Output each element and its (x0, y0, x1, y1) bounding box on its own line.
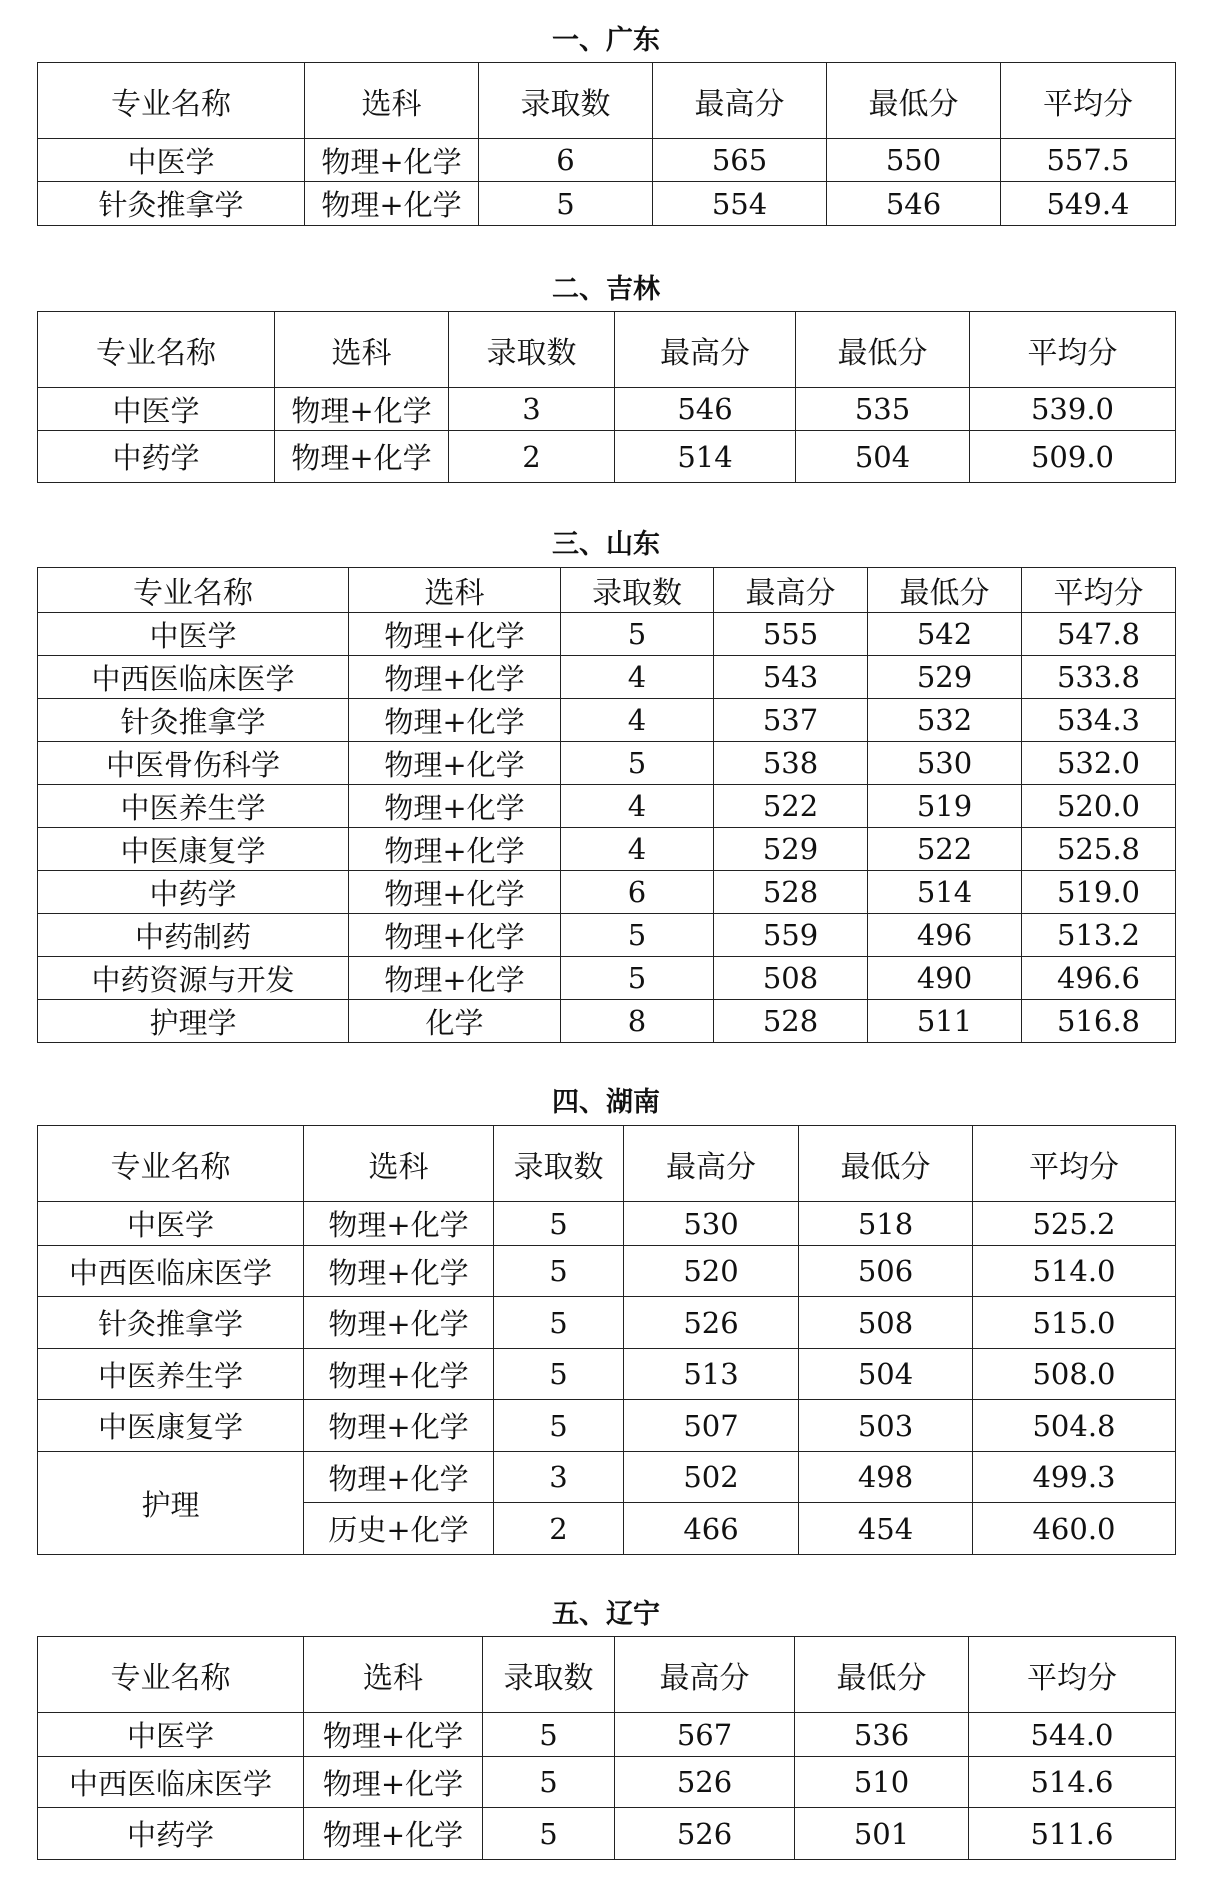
cell-major: 中医学 (38, 613, 349, 656)
cell-subjects: 物理+化学 (304, 1297, 494, 1349)
cell-min-score: 501 (795, 1808, 969, 1860)
cell-subjects: 物理+化学 (349, 871, 561, 914)
table-row (38, 1757, 1176, 1808)
cell-major: 中医学 (38, 1713, 304, 1757)
cell-min-score: 542 (868, 613, 1022, 656)
cell-major: 中医骨伤科学 (38, 742, 349, 785)
cell-admitted: 5 (561, 613, 714, 656)
cell-min-score: 490 (868, 957, 1022, 1000)
cell-min-score: 503 (799, 1400, 973, 1452)
cell-max-score: 567 (615, 1713, 795, 1757)
cell-major: 中医康复学 (38, 1400, 304, 1452)
cell-min-score: 532 (868, 699, 1022, 742)
cell-major: 中药制药 (38, 914, 349, 957)
header-subjects: 选科 (304, 1126, 494, 1202)
cell-admitted: 5 (494, 1246, 624, 1297)
cell-max-score: 530 (624, 1202, 799, 1246)
table-header-row (38, 1126, 1176, 1202)
cell-max-score: 507 (624, 1400, 799, 1452)
cell-subjects: 物理+化学 (304, 1713, 483, 1757)
cell-avg-score: 514.0 (973, 1246, 1176, 1297)
cell-major: 中医学 (38, 1202, 304, 1246)
table-row (38, 139, 1176, 182)
cell-max-score: 513 (624, 1349, 799, 1400)
cell-admitted: 5 (561, 742, 714, 785)
cell-subjects: 化学 (349, 1000, 561, 1043)
cell-avg-score: 544.0 (969, 1713, 1176, 1757)
cell-subjects: 物理+化学 (349, 742, 561, 785)
cell-min-score: 504 (796, 431, 970, 483)
cell-max-score: 528 (714, 871, 868, 914)
cell-admitted: 4 (561, 699, 714, 742)
cell-major: 中医学 (38, 388, 275, 431)
cell-min-score: 536 (795, 1713, 969, 1757)
header-subjects: 选科 (305, 63, 479, 139)
cell-max-score: 559 (714, 914, 868, 957)
cell-subjects: 物理+化学 (349, 785, 561, 828)
header-avg-score: 平均分 (1001, 63, 1176, 139)
section-title-liaoning: 五、辽宁 (552, 1599, 660, 1630)
header-major: 专业名称 (38, 63, 305, 139)
header-major: 专业名称 (38, 312, 275, 388)
cell-admitted: 2 (449, 431, 615, 483)
cell-min-score: 514 (868, 871, 1022, 914)
section-title-guangdong: 一、广东 (552, 25, 660, 56)
cell-major: 针灸推拿学 (38, 699, 349, 742)
section-title-shandong: 三、山东 (552, 529, 660, 560)
header-admitted: 录取数 (494, 1126, 624, 1202)
section-title-hunan: 四、湖南 (552, 1087, 660, 1118)
cell-avg-score: 516.8 (1022, 1000, 1176, 1043)
table-liaoning (37, 1636, 1176, 1860)
table-row (38, 742, 1176, 785)
cell-avg-score: 511.6 (969, 1808, 1176, 1860)
cell-subjects: 物理+化学 (304, 1452, 494, 1503)
table-row (38, 656, 1176, 699)
table-row (38, 828, 1176, 871)
table-row (38, 1000, 1176, 1043)
cell-avg-score: 460.0 (973, 1503, 1176, 1555)
cell-max-score: 529 (714, 828, 868, 871)
cell-avg-score: 539.0 (970, 388, 1176, 431)
table-row (38, 1349, 1176, 1400)
cell-subjects: 物理+化学 (349, 656, 561, 699)
header-max-score: 最高分 (624, 1126, 799, 1202)
table-row (38, 1452, 1176, 1503)
cell-admitted: 5 (494, 1349, 624, 1400)
cell-max-score: 543 (714, 656, 868, 699)
table-row (38, 1400, 1176, 1452)
cell-max-score: 554 (653, 182, 827, 226)
table-shandong (37, 567, 1176, 1043)
cell-avg-score: 499.3 (973, 1452, 1176, 1503)
cell-min-score: 504 (799, 1349, 973, 1400)
cell-avg-score: 532.0 (1022, 742, 1176, 785)
header-min-score: 最低分 (827, 63, 1001, 139)
table-row (38, 613, 1176, 656)
cell-subjects: 物理+化学 (349, 828, 561, 871)
cell-max-score: 514 (615, 431, 796, 483)
header-max-score: 最高分 (653, 63, 827, 139)
cell-max-score: 546 (615, 388, 796, 431)
cell-admitted: 6 (561, 871, 714, 914)
header-avg-score: 平均分 (969, 1637, 1176, 1713)
cell-admitted: 5 (494, 1202, 624, 1246)
cell-avg-score: 547.8 (1022, 613, 1176, 656)
header-avg-score: 平均分 (973, 1126, 1176, 1202)
cell-admitted: 2 (494, 1503, 624, 1555)
table-guangdong (37, 62, 1176, 226)
cell-subjects: 物理+化学 (304, 1246, 494, 1297)
cell-max-score: 526 (615, 1757, 795, 1808)
cell-subjects: 物理+化学 (305, 182, 479, 226)
cell-avg-score: 534.3 (1022, 699, 1176, 742)
cell-admitted: 5 (494, 1297, 624, 1349)
header-subjects: 选科 (304, 1637, 483, 1713)
cell-admitted: 5 (479, 182, 653, 226)
cell-min-score: 496 (868, 914, 1022, 957)
cell-major: 中西医临床医学 (38, 656, 349, 699)
cell-admitted: 4 (561, 828, 714, 871)
cell-min-score: 498 (799, 1452, 973, 1503)
cell-major: 中医康复学 (38, 828, 349, 871)
cell-admitted: 6 (479, 139, 653, 182)
cell-avg-score: 504.8 (973, 1400, 1176, 1452)
table-row (38, 388, 1176, 431)
table-jilin (37, 311, 1176, 483)
cell-max-score: 555 (714, 613, 868, 656)
cell-major: 中药学 (38, 431, 275, 483)
table-row (38, 1808, 1176, 1860)
table-row (38, 699, 1176, 742)
header-subjects: 选科 (275, 312, 449, 388)
table-row (38, 914, 1176, 957)
cell-max-score: 528 (714, 1000, 868, 1043)
cell-subjects: 物理+化学 (304, 1202, 494, 1246)
table-row (38, 1297, 1176, 1349)
header-max-score: 最高分 (615, 312, 796, 388)
cell-major: 中西医临床医学 (38, 1246, 304, 1297)
cell-min-score: 510 (795, 1757, 969, 1808)
header-major: 专业名称 (38, 1126, 304, 1202)
cell-major: 中医学 (38, 139, 305, 182)
table-row (38, 431, 1176, 483)
cell-avg-score: 508.0 (973, 1349, 1176, 1400)
cell-major: 中医养生学 (38, 1349, 304, 1400)
cell-avg-score: 549.4 (1001, 182, 1176, 226)
header-avg-score: 平均分 (970, 312, 1176, 388)
header-max-score: 最高分 (615, 1637, 795, 1713)
cell-subjects: 物理+化学 (304, 1808, 483, 1860)
cell-subjects: 物理+化学 (349, 613, 561, 656)
cell-admitted: 5 (561, 914, 714, 957)
header-min-score: 最低分 (795, 1637, 969, 1713)
table-hunan (37, 1125, 1176, 1555)
cell-major: 中药学 (38, 871, 349, 914)
table-row (38, 871, 1176, 914)
cell-avg-score: 525.8 (1022, 828, 1176, 871)
cell-avg-score: 525.2 (973, 1202, 1176, 1246)
cell-avg-score: 509.0 (970, 431, 1176, 483)
table-row (38, 1202, 1176, 1246)
cell-min-score: 508 (799, 1297, 973, 1349)
cell-subjects: 物理+化学 (349, 699, 561, 742)
section-title-jilin: 二、吉林 (552, 274, 660, 305)
cell-avg-score: 533.8 (1022, 656, 1176, 699)
cell-major: 中药学 (38, 1808, 304, 1860)
cell-max-score: 537 (714, 699, 868, 742)
header-admitted: 录取数 (479, 63, 653, 139)
table-header-row (38, 312, 1176, 388)
cell-avg-score: 513.2 (1022, 914, 1176, 957)
cell-max-score: 522 (714, 785, 868, 828)
cell-max-score: 538 (714, 742, 868, 785)
table-row (38, 1246, 1176, 1297)
cell-admitted: 8 (561, 1000, 714, 1043)
cell-min-score: 511 (868, 1000, 1022, 1043)
cell-avg-score: 557.5 (1001, 139, 1176, 182)
cell-major: 针灸推拿学 (38, 182, 305, 226)
header-subjects: 选科 (349, 568, 561, 613)
cell-min-score: 506 (799, 1246, 973, 1297)
cell-avg-score: 496.6 (1022, 957, 1176, 1000)
table-header-row (38, 568, 1176, 613)
header-min-score: 最低分 (868, 568, 1022, 613)
table-row (38, 182, 1176, 226)
cell-major: 中医养生学 (38, 785, 349, 828)
cell-subjects: 物理+化学 (304, 1400, 494, 1452)
cell-min-score: 530 (868, 742, 1022, 785)
cell-admitted: 5 (483, 1808, 615, 1860)
cell-min-score: 454 (799, 1503, 973, 1555)
cell-max-score: 520 (624, 1246, 799, 1297)
header-max-score: 最高分 (714, 568, 868, 613)
header-min-score: 最低分 (796, 312, 970, 388)
cell-min-score: 529 (868, 656, 1022, 699)
cell-max-score: 526 (615, 1808, 795, 1860)
header-major: 专业名称 (38, 568, 349, 613)
cell-major: 中西医临床医学 (38, 1757, 304, 1808)
header-admitted: 录取数 (449, 312, 615, 388)
cell-admitted: 3 (494, 1452, 624, 1503)
header-min-score: 最低分 (799, 1126, 973, 1202)
cell-max-score: 466 (624, 1503, 799, 1555)
cell-admitted: 4 (561, 656, 714, 699)
header-admitted: 录取数 (483, 1637, 615, 1713)
cell-min-score: 546 (827, 182, 1001, 226)
table-row (38, 785, 1176, 828)
cell-subjects: 物理+化学 (305, 139, 479, 182)
cell-major: 护理学 (38, 1000, 349, 1043)
cell-min-score: 522 (868, 828, 1022, 871)
header-admitted: 录取数 (561, 568, 714, 613)
cell-subjects: 物理+化学 (304, 1757, 483, 1808)
header-major: 专业名称 (38, 1637, 304, 1713)
cell-admitted: 5 (561, 957, 714, 1000)
cell-subjects: 物理+化学 (275, 388, 449, 431)
cell-subjects: 物理+化学 (349, 914, 561, 957)
cell-avg-score: 519.0 (1022, 871, 1176, 914)
cell-min-score: 518 (799, 1202, 973, 1246)
table-row (38, 957, 1176, 1000)
cell-max-score: 502 (624, 1452, 799, 1503)
cell-min-score: 519 (868, 785, 1022, 828)
table-header-row (38, 1637, 1176, 1713)
header-avg-score: 平均分 (1022, 568, 1176, 613)
cell-admitted: 4 (561, 785, 714, 828)
cell-max-score: 508 (714, 957, 868, 1000)
cell-admitted: 5 (483, 1757, 615, 1808)
cell-subjects: 物理+化学 (275, 431, 449, 483)
cell-major: 中药资源与开发 (38, 957, 349, 1000)
table-header-row (38, 63, 1176, 139)
cell-major: 针灸推拿学 (38, 1297, 304, 1349)
cell-avg-score: 515.0 (973, 1297, 1176, 1349)
cell-max-score: 565 (653, 139, 827, 182)
cell-max-score: 526 (624, 1297, 799, 1349)
cell-avg-score: 514.6 (969, 1757, 1176, 1808)
cell-admitted: 3 (449, 388, 615, 431)
cell-min-score: 550 (827, 139, 1001, 182)
cell-admitted: 5 (494, 1400, 624, 1452)
cell-subjects: 历史+化学 (304, 1503, 494, 1555)
table-row (38, 1713, 1176, 1757)
cell-subjects: 物理+化学 (304, 1349, 494, 1400)
cell-avg-score: 520.0 (1022, 785, 1176, 828)
cell-admitted: 5 (483, 1713, 615, 1757)
cell-subjects: 物理+化学 (349, 957, 561, 1000)
cell-min-score: 535 (796, 388, 970, 431)
cell-major-merged: 护理 (38, 1452, 304, 1555)
